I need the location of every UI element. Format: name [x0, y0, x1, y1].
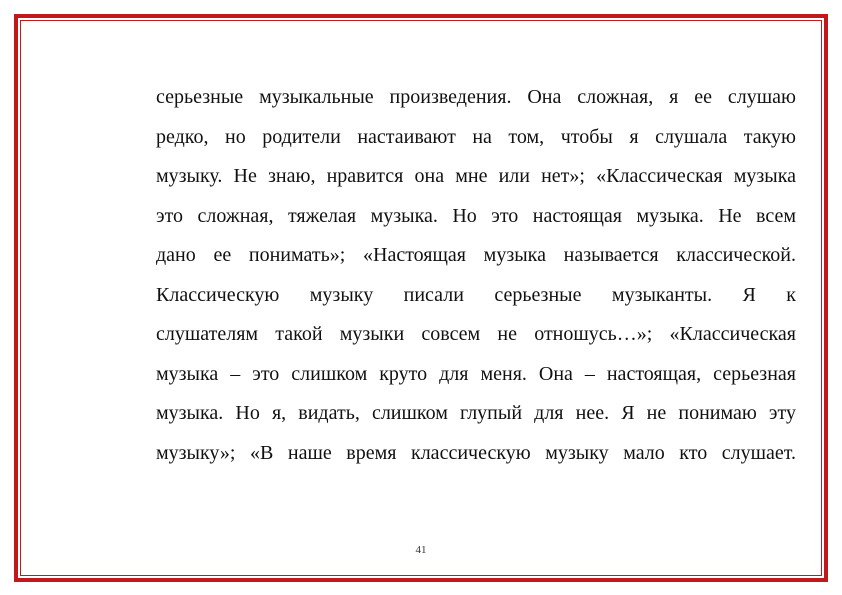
text-line: музыку»; «В наше время классическую музыку мало кто слушает. [156, 441, 796, 464]
text-line: Классическую музыку писали серьезные музыканты. Я к [156, 283, 796, 306]
text-line: музыка. Но я, видать, слишком глупый для нее. Я не понимаю эту [156, 402, 796, 424]
text-line: серьезные музыкальные произведения. Она сложная, я ее слушаю [156, 86, 796, 108]
text-line: музыку. Не знаю, нравится она мне или нет»; «Классическая музыка [156, 165, 796, 187]
text-line: редко, но родители настаивают на том, чтобы я слушала такую [156, 125, 796, 148]
text-line: слушателям такой музыки совсем не отношусь…»; «Классическая [156, 323, 796, 345]
text-line: музыка – это слишком круто для меня. Она – настоящая, серьезная [156, 362, 796, 385]
page-number: 41 [415, 544, 427, 556]
text-line: это сложная, тяжелая музыка. Но это настоящая музыка. Не всем [156, 204, 796, 227]
body-text [156, 82, 796, 477]
text-line: дано ее понимать»; «Настоящая музыка называется классической. [156, 244, 796, 266]
